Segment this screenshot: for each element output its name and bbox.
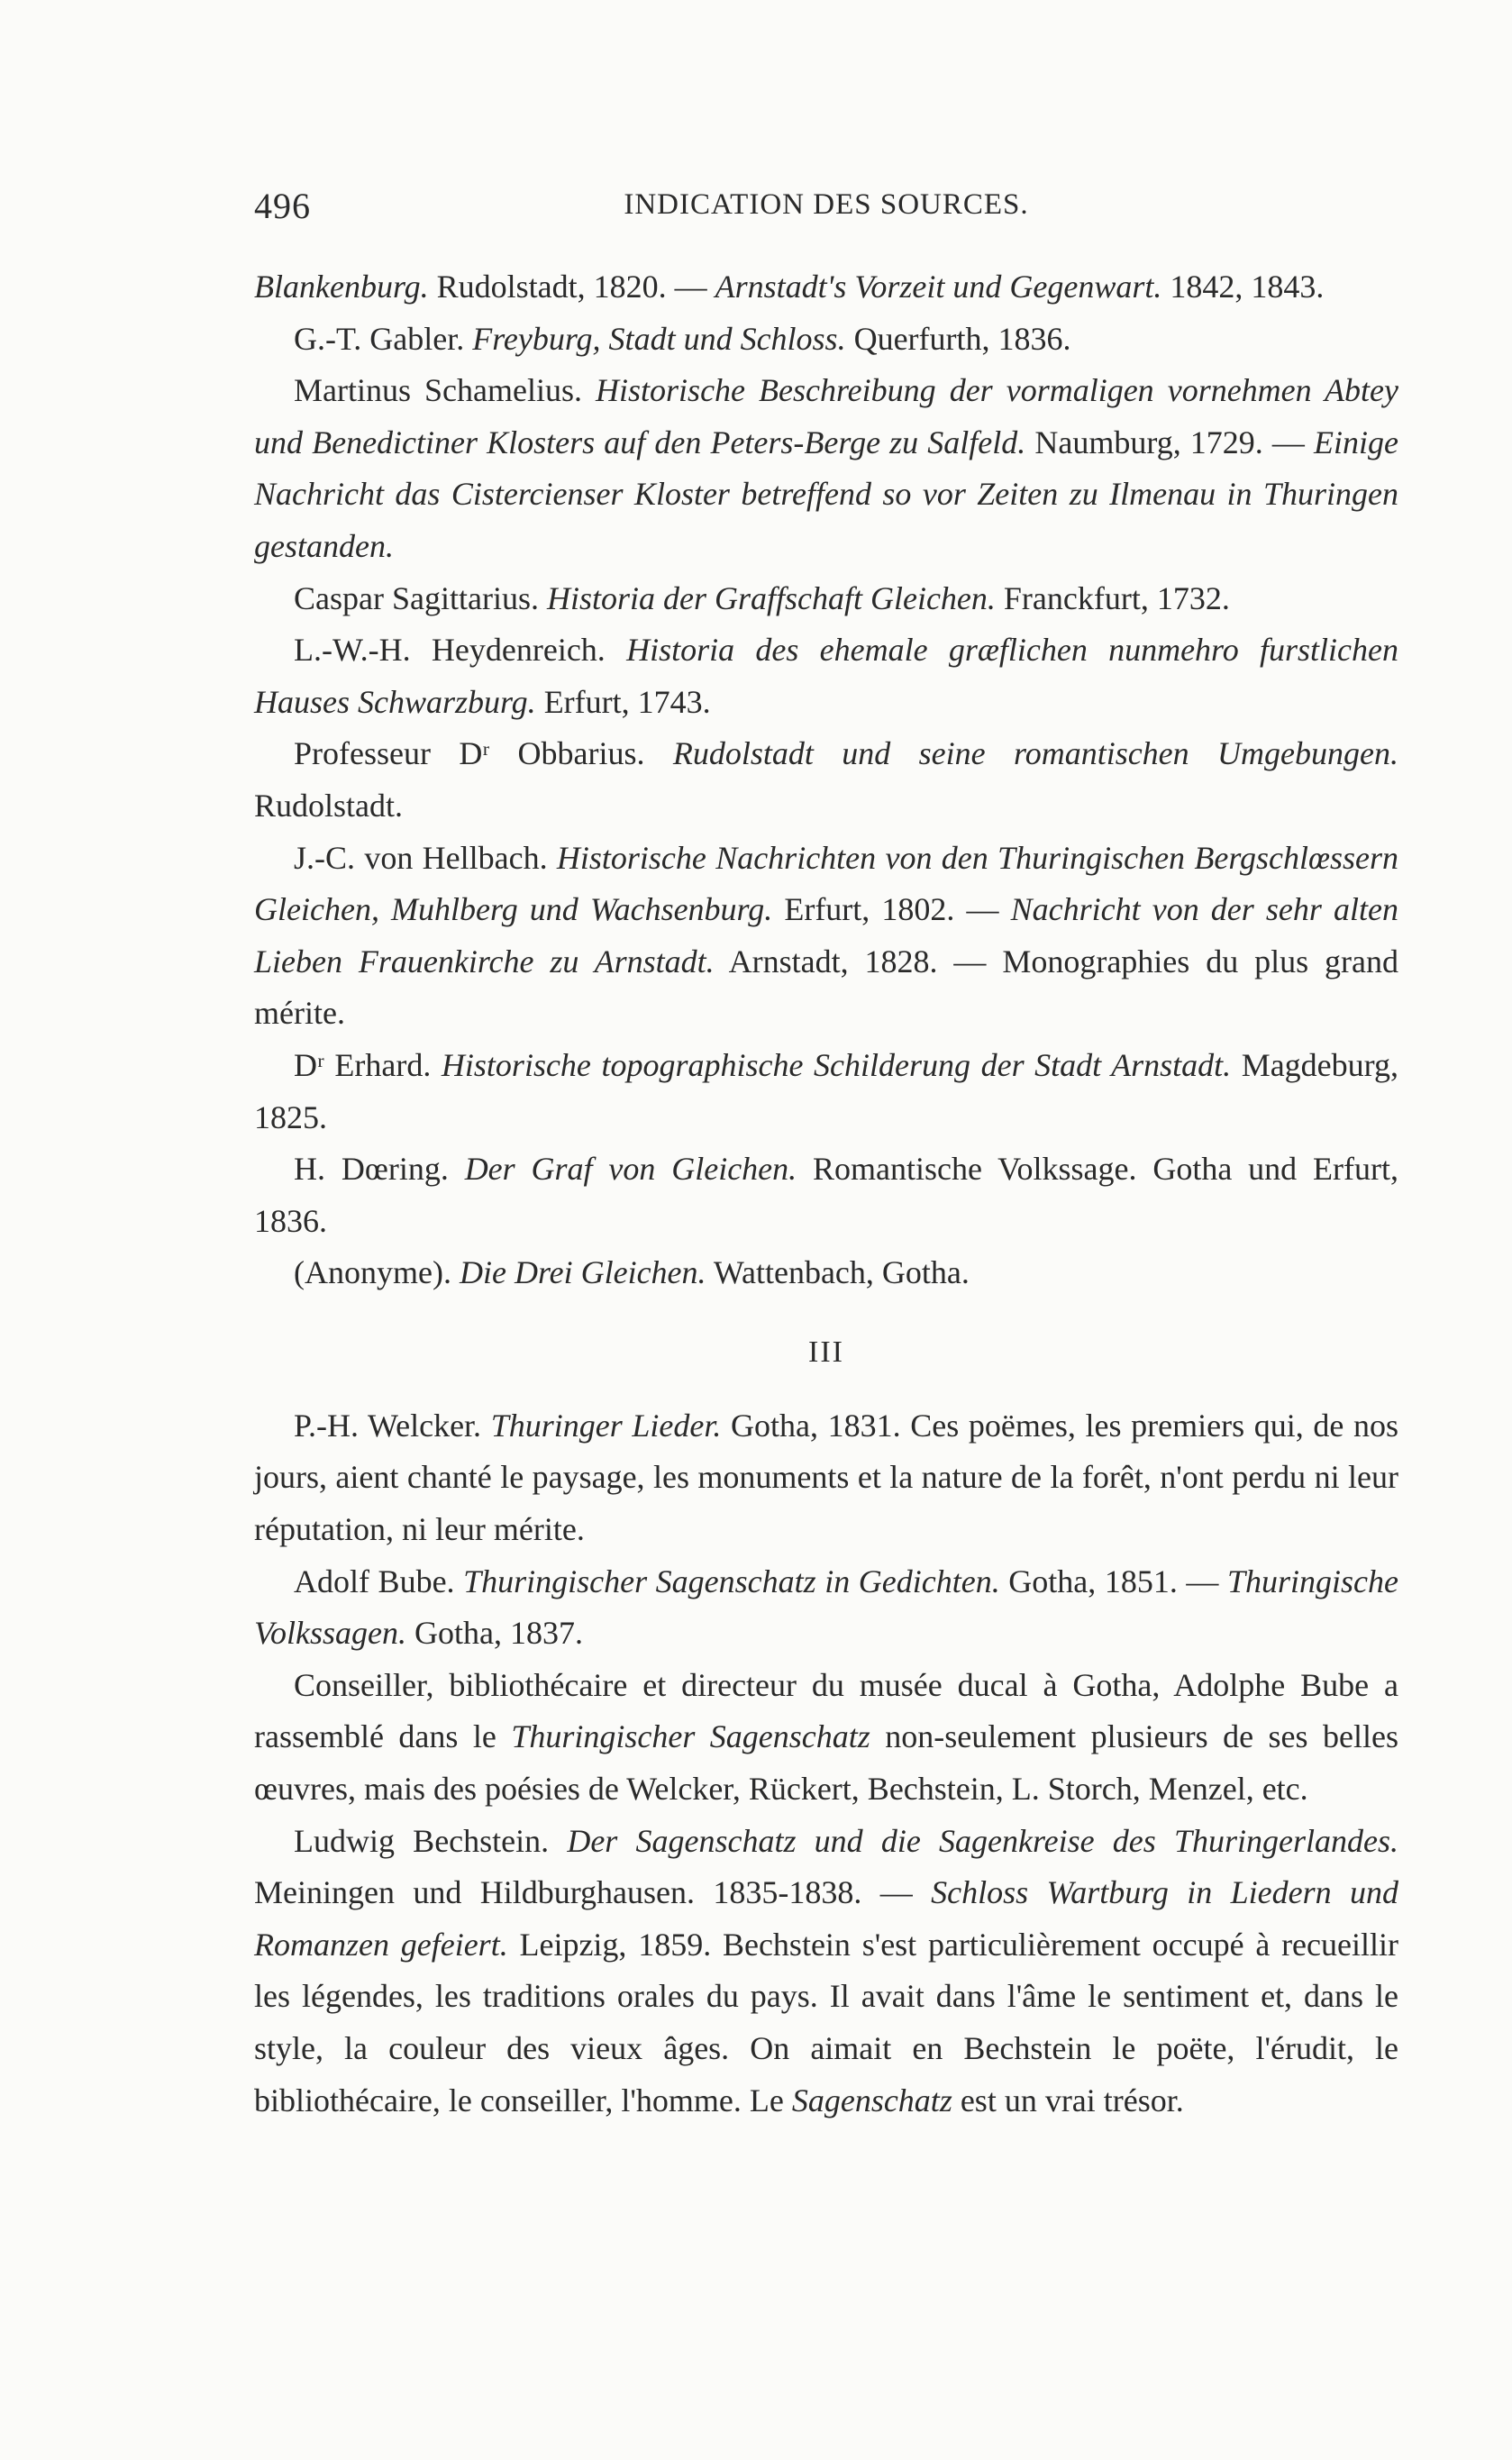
entry-title-text: Die Drei Gleichen. <box>459 1254 706 1291</box>
entry-text: Adolf Bube. <box>294 1563 464 1599</box>
page-header <box>254 185 1398 230</box>
bibliography-entry <box>254 728 1398 832</box>
entry-text: Naumburg, 1729. — <box>1025 424 1315 460</box>
entry-title-text: Historische topographische Schilderung der Stadt Arnstadt. <box>441 1046 1232 1083</box>
entry-title-text: Historische Nachrichten von den Thuringischen Bergschlœssern Gleichen, Muhlberg und Wachsenburg. <box>254 839 1399 928</box>
entry-text: Querfurth, 1836. <box>845 320 1071 357</box>
entry-text: Franckfurt, 1732. <box>995 579 1230 616</box>
entry-text: Wattenbach, Gotha. <box>706 1254 970 1291</box>
entry-text: non-seulement plusieurs de ses belles œuvres, mais des poésies de Welcker, Rückert, Bechstein, L. Storch, Menzel, etc. <box>254 1718 1398 1808</box>
bibliography-entry <box>254 833 1398 1040</box>
bibliography-entry <box>254 1247 1398 1299</box>
entry-title-text: Blankenburg. <box>254 269 429 305</box>
entry-text: Arnstadt, 1828. — Monographies du plus grand mérite. <box>254 943 1399 1032</box>
bibliography-entry <box>254 1816 1398 2127</box>
running-title: INDICATION DES SOURCES. <box>624 188 1029 221</box>
entry-text: L.-W.-H. Heydenreich. <box>294 632 627 669</box>
entry-title-text: Historia der Graffschaft Gleichen. <box>546 579 996 616</box>
bibliography-list-bottom <box>254 1400 1398 2127</box>
entry-text: Erfurt, 1743. <box>535 683 711 720</box>
entry-title-text: Arnstadt's Vorzeit und Gegenwart. <box>715 269 1162 305</box>
bibliography-entry <box>254 1400 1398 1556</box>
entry-title-text: Nachricht von der sehr alten Lieben Frauenkirche zu Arnstadt. <box>254 891 1398 979</box>
entry-title-text: Sagenschatz <box>791 2082 952 2118</box>
entry-text: Gotha, 1837. <box>405 1615 583 1652</box>
entry-text: Rudolstadt. <box>254 787 404 824</box>
entry-title-text: Thuringische Volkssagen. <box>254 1563 1398 1652</box>
bibliography-entry <box>254 1040 1398 1143</box>
page-number: 496 <box>254 186 311 226</box>
entry-text: Dʳ Erhard. <box>294 1046 442 1083</box>
bibliography-entry <box>254 624 1398 728</box>
entry-text: (Anonyme). <box>294 1254 460 1291</box>
entry-title-text: Schloss Wartburg in Liedern und Romanzen gefeiert. <box>254 1874 1398 1963</box>
entry-title-text: Historia des ehemale græflichen nunmehro furstlichen Hauses Schwarzburg. <box>254 632 1398 720</box>
entry-title-text: Historische Beschreibung der vormaligen vornehmen Abtey und Benedictiner Klosters auf den Peters-Berge zu Salfeld. <box>254 372 1398 460</box>
entry-text: G.-T. Gabler. <box>294 320 473 357</box>
page-body <box>254 261 1398 2127</box>
entry-text: Caspar Sagittarius. <box>294 579 547 616</box>
entry-title-text: Der Sagenschatz und die Sagenkreise des Thuringerlandes. <box>567 1822 1398 1859</box>
bibliography-entry <box>254 1556 1398 1660</box>
entry-title-text: Freyburg, Stadt und Schloss. <box>472 320 846 357</box>
entry-text: Rudolstadt, 1820. — <box>428 269 715 305</box>
bibliography-entry <box>254 261 1398 314</box>
entry-text: Conseiller, bibliothécaire et directeur du musée ducal à Gotha, Adolphe Bube a rassemblé dans le <box>254 1666 1398 1755</box>
entry-title-text: Rudolstadt und seine romantischen Umgebungen. <box>672 735 1398 772</box>
entry-text: Professeur Dʳ Obbarius. <box>294 735 673 772</box>
entry-title-text: Thuringer Lieder. <box>490 1407 722 1444</box>
entry-title-text: Thuringischer Sagenschatz in Gedichten. <box>463 1563 1000 1599</box>
entry-text: Martinus Schamelius. <box>294 372 597 409</box>
entry-text: Romantische Volkssage. Gotha und Erfurt, 1836. <box>254 1151 1398 1239</box>
entry-text: est un vrai trésor. <box>952 2082 1184 2118</box>
entry-text: Erfurt, 1802. — <box>772 891 1011 928</box>
entry-title-text: Der Graf von Gleichen. <box>464 1151 797 1188</box>
section-heading: III <box>808 1335 844 1369</box>
entry-text: Magdeburg, 1825. <box>254 1046 1398 1135</box>
entry-title-text: Einige Nachricht das Cistercienser Kloster betreffend so vor Zeiten zu Ilmenau in Thuringen gestanden. <box>254 424 1398 564</box>
entry-text: Gotha, 1831. Ces poëmes, les premiers qui, de nos jours, aient chanté le paysage, les monuments et la nature de la forêt, n'ont perdu ni leur réputation, ni leur mérite. <box>254 1407 1398 1548</box>
entry-text: Gotha, 1851. — <box>999 1563 1227 1599</box>
bibliography-entry <box>254 1660 1398 1816</box>
bibliography-entry <box>254 573 1398 625</box>
bibliography-entry <box>254 365 1398 572</box>
entry-text: Ludwig Bechstein. <box>294 1822 568 1859</box>
entry-text: 1842, 1843. <box>1161 269 1325 305</box>
bibliography-list-top <box>254 261 1398 1299</box>
entry-text: H. Dœring. <box>294 1151 465 1188</box>
entry-text: Leipzig, 1859. Bechstein s'est particulièrement occupé à recueillir les légendes, les traditions orales du pays. Il avait dans l'âme le sentiment et, dans le style, la couleur des vieux âges. On aimait en Bechstein le poëte, l'érudit, le bibliothécaire, le conseiller, l'homme. Le <box>254 1926 1398 2118</box>
bibliography-entry <box>254 314 1398 366</box>
entry-text: J.-C. von Hellbach. <box>294 839 557 876</box>
entry-text: Meiningen und Hildburghausen. 1835-1838. — <box>254 1874 932 1911</box>
bibliography-entry <box>254 1143 1398 1247</box>
entry-text: P.-H. Welcker. <box>294 1407 491 1444</box>
entry-title-text: Thuringischer Sagenschatz <box>511 1718 870 1755</box>
